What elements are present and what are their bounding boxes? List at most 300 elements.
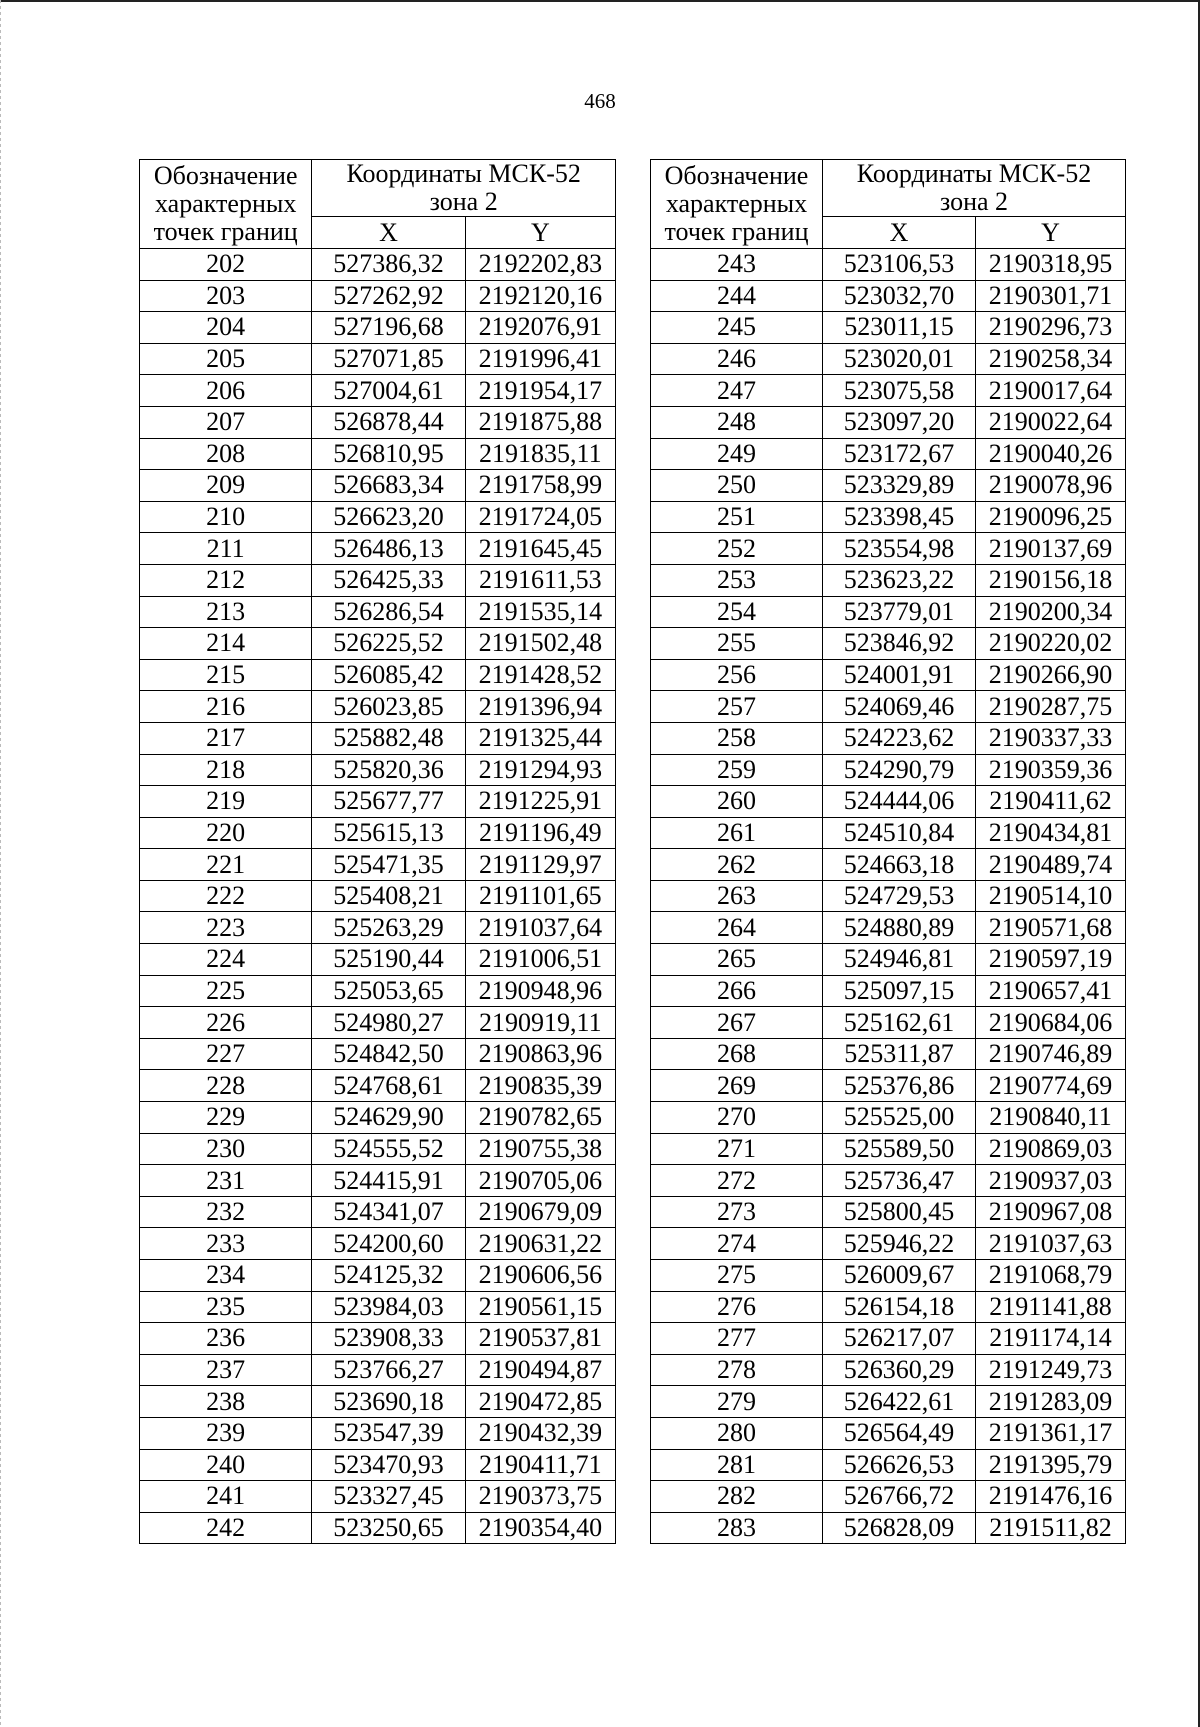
- y-coordinate-cell: 2191835,11: [465, 438, 615, 470]
- y-coordinate-cell: 2190561,15: [465, 1291, 615, 1323]
- point-id-cell: 270: [651, 1102, 823, 1134]
- table-row: [140, 375, 616, 407]
- point-id-cell: 277: [651, 1323, 823, 1355]
- point-id-cell: 267: [651, 1007, 823, 1039]
- point-id-cell: 269: [651, 1070, 823, 1102]
- point-id-cell: 243: [651, 249, 823, 281]
- x-coordinate-cell: 527071,85: [312, 343, 465, 375]
- point-id-cell: 219: [140, 786, 312, 818]
- x-coordinate-cell: 525053,65: [312, 975, 465, 1007]
- table-row: [140, 564, 616, 596]
- point-id-cell: 222: [140, 880, 312, 912]
- point-id-cell: 278: [651, 1354, 823, 1386]
- y-coordinate-cell: 2191361,17: [976, 1417, 1126, 1449]
- x-coordinate-cell: 524069,46: [823, 691, 976, 723]
- table-row: [140, 1196, 616, 1228]
- y-coordinate-cell: 2190266,90: [976, 659, 1126, 691]
- x-coordinate-cell: 527196,68: [312, 312, 465, 344]
- x-coordinate-cell: 525615,13: [312, 817, 465, 849]
- x-coordinate-cell: 526683,34: [312, 470, 465, 502]
- point-id-cell: 255: [651, 628, 823, 660]
- point-label-line-2: характерных: [155, 189, 297, 218]
- y-coordinate-cell: 2190571,68: [976, 912, 1126, 944]
- coords-label-line-2: зона 2: [939, 187, 1009, 216]
- point-id-cell: 252: [651, 533, 823, 565]
- coordinates-table-right: [650, 159, 1126, 1544]
- point-id-cell: 242: [140, 1512, 312, 1544]
- y-coordinate-cell: 2190869,03: [976, 1133, 1126, 1165]
- point-id-cell: 253: [651, 564, 823, 596]
- point-id-cell: 247: [651, 375, 823, 407]
- table-row: [651, 849, 1126, 881]
- y-coordinate-cell: 2191325,44: [465, 722, 615, 754]
- x-coordinate-cell: 524663,18: [823, 849, 976, 881]
- point-id-cell: 273: [651, 1196, 823, 1228]
- y-coordinate-cell: 2190200,34: [976, 596, 1126, 628]
- table-row: [140, 533, 616, 565]
- y-coordinate-cell: 2190948,96: [465, 975, 615, 1007]
- x-coordinate-cell: 524768,61: [312, 1070, 465, 1102]
- y-coordinate-cell: 2191611,53: [465, 564, 615, 596]
- point-id-cell: 207: [140, 406, 312, 438]
- x-coordinate-cell: 526810,95: [312, 438, 465, 470]
- x-coordinate-cell: 524341,07: [312, 1196, 465, 1228]
- y-coordinate-cell: 2190078,96: [976, 470, 1126, 502]
- coordinates-table-left: [139, 159, 616, 1544]
- table-row: [651, 406, 1126, 438]
- x-coordinate-cell: 525408,21: [312, 880, 465, 912]
- table-row: [140, 975, 616, 1007]
- table-row: [651, 596, 1126, 628]
- table-row: [651, 691, 1126, 723]
- point-id-cell: 249: [651, 438, 823, 470]
- x-coordinate-cell: 523554,98: [823, 533, 976, 565]
- x-coordinate-cell: 525882,48: [312, 722, 465, 754]
- point-id-cell: 275: [651, 1260, 823, 1292]
- y-coordinate-cell: 2191174,14: [976, 1323, 1126, 1355]
- y-coordinate-cell: 2190096,25: [976, 501, 1126, 533]
- point-id-cell: 217: [140, 722, 312, 754]
- table-row: [140, 1386, 616, 1418]
- y-coordinate-cell: 2190434,81: [976, 817, 1126, 849]
- table-row: [651, 659, 1126, 691]
- point-id-cell: 265: [651, 944, 823, 976]
- y-coordinate-cell: 2191535,14: [465, 596, 615, 628]
- table-row: [651, 1512, 1126, 1544]
- point-id-cell: 206: [140, 375, 312, 407]
- table-row: [651, 1038, 1126, 1070]
- y-coordinate-cell: 2190514,10: [976, 880, 1126, 912]
- point-label-line-3: точек границ: [153, 217, 298, 246]
- x-coordinate-cell: 523172,67: [823, 438, 976, 470]
- table-row: [140, 1260, 616, 1292]
- y-coordinate-cell: 2190774,69: [976, 1070, 1126, 1102]
- y-coordinate-cell: 2190432,39: [465, 1417, 615, 1449]
- y-coordinate-cell: 2191141,88: [976, 1291, 1126, 1323]
- y-coordinate-cell: 2191225,91: [465, 786, 615, 818]
- y-coordinate-cell: 2190679,09: [465, 1196, 615, 1228]
- table-row: [140, 1449, 616, 1481]
- x-coordinate-cell: 525263,29: [312, 912, 465, 944]
- y-coordinate-cell: 2191129,97: [465, 849, 615, 881]
- point-id-cell: 233: [140, 1228, 312, 1260]
- y-coordinate-cell: 2190301,71: [976, 280, 1126, 312]
- x-coordinate-cell: 525525,00: [823, 1102, 976, 1134]
- y-coordinate-cell: 2190684,06: [976, 1007, 1126, 1039]
- x-coordinate-cell: 523470,93: [312, 1449, 465, 1481]
- x-coordinate-cell: 523846,92: [823, 628, 976, 660]
- x-coordinate-cell: 526085,42: [312, 659, 465, 691]
- point-id-cell: 250: [651, 470, 823, 502]
- point-id-cell: 224: [140, 944, 312, 976]
- point-id-cell: 274: [651, 1228, 823, 1260]
- y-coordinate-cell: 2190156,18: [976, 564, 1126, 596]
- point-id-cell: 263: [651, 880, 823, 912]
- point-id-cell: 218: [140, 754, 312, 786]
- point-id-cell: 248: [651, 406, 823, 438]
- y-coordinate-cell: 2191006,51: [465, 944, 615, 976]
- y-coordinate-cell: 2190631,22: [465, 1228, 615, 1260]
- table-body-right: [651, 249, 1126, 1544]
- y-coordinate-cell: 2191396,94: [465, 691, 615, 723]
- coords-label-line-1: Координаты МСК-52: [856, 159, 1092, 188]
- table-row: [651, 1260, 1126, 1292]
- table-row: [651, 817, 1126, 849]
- y-coordinate-cell: 2190705,06: [465, 1165, 615, 1197]
- x-coordinate-cell: 523766,27: [312, 1354, 465, 1386]
- table-row: [651, 944, 1126, 976]
- y-coordinate-cell: 2190411,62: [976, 786, 1126, 818]
- point-id-cell: 210: [140, 501, 312, 533]
- point-label-line-1: Обозначение: [153, 161, 298, 190]
- y-coordinate-cell: 2190657,41: [976, 975, 1126, 1007]
- x-coordinate-cell: 523097,20: [823, 406, 976, 438]
- table-row: [651, 470, 1126, 502]
- y-coordinate-cell: 2190967,08: [976, 1196, 1126, 1228]
- table-row: [651, 564, 1126, 596]
- y-coordinate-cell: 2190835,39: [465, 1070, 615, 1102]
- point-id-cell: 235: [140, 1291, 312, 1323]
- point-id-cell: 221: [140, 849, 312, 881]
- y-coordinate-cell: 2192076,91: [465, 312, 615, 344]
- point-id-cell: 256: [651, 659, 823, 691]
- point-id-cell: 254: [651, 596, 823, 628]
- x-coordinate-cell: 525589,50: [823, 1133, 976, 1165]
- table-row: [140, 1228, 616, 1260]
- point-id-cell: 213: [140, 596, 312, 628]
- point-id-cell: 212: [140, 564, 312, 596]
- scan-border-top: [0, 0, 1200, 2]
- x-coordinate-cell: 526225,52: [312, 628, 465, 660]
- table-row: [140, 1007, 616, 1039]
- x-coordinate-cell: 523690,18: [312, 1386, 465, 1418]
- x-coordinate-cell: 524290,79: [823, 754, 976, 786]
- table-row: [140, 501, 616, 533]
- x-coordinate-cell: 524629,90: [312, 1102, 465, 1134]
- y-coordinate-cell: 2191645,45: [465, 533, 615, 565]
- point-id-cell: 220: [140, 817, 312, 849]
- point-id-cell: 225: [140, 975, 312, 1007]
- x-coordinate-cell: 526425,33: [312, 564, 465, 596]
- x-coordinate-cell: 526286,54: [312, 596, 465, 628]
- point-id-cell: 259: [651, 754, 823, 786]
- table-row: [140, 1038, 616, 1070]
- y-coordinate-cell: 2191196,49: [465, 817, 615, 849]
- point-id-cell: 234: [140, 1260, 312, 1292]
- x-coordinate-cell: 525097,15: [823, 975, 976, 1007]
- table-row: [140, 849, 616, 881]
- point-designation-header: [140, 160, 312, 249]
- y-coordinate-cell: 2190937,03: [976, 1165, 1126, 1197]
- y-coordinate-cell: 2190919,11: [465, 1007, 615, 1039]
- point-id-cell: 216: [140, 691, 312, 723]
- table-row: [651, 1417, 1126, 1449]
- x-column-header: X: [312, 217, 465, 249]
- table-row: [651, 975, 1126, 1007]
- y-coordinate-cell: 2191101,65: [465, 880, 615, 912]
- x-coordinate-cell: 524444,06: [823, 786, 976, 818]
- table-row: [651, 343, 1126, 375]
- y-column-header: Y: [976, 217, 1126, 249]
- y-coordinate-cell: 2191502,48: [465, 628, 615, 660]
- x-column-header: X: [823, 217, 976, 249]
- table-row: [140, 1165, 616, 1197]
- x-coordinate-cell: 526878,44: [312, 406, 465, 438]
- table-row: [140, 817, 616, 849]
- x-coordinate-cell: 526217,07: [823, 1323, 976, 1355]
- x-coordinate-cell: 524842,50: [312, 1038, 465, 1070]
- table-row: [140, 1070, 616, 1102]
- y-coordinate-cell: 2190782,65: [465, 1102, 615, 1134]
- point-id-cell: 236: [140, 1323, 312, 1355]
- point-id-cell: 272: [651, 1165, 823, 1197]
- point-label-line-1: Обозначение: [664, 161, 809, 190]
- y-coordinate-cell: 2190472,85: [465, 1386, 615, 1418]
- y-coordinate-cell: 2190746,89: [976, 1038, 1126, 1070]
- point-id-cell: 261: [651, 817, 823, 849]
- table-row: [651, 1386, 1126, 1418]
- x-coordinate-cell: 525946,22: [823, 1228, 976, 1260]
- coordinates-header: [312, 160, 616, 217]
- y-coordinate-cell: 2190411,71: [465, 1449, 615, 1481]
- table-row: [651, 880, 1126, 912]
- point-id-cell: 251: [651, 501, 823, 533]
- table-row: [140, 1102, 616, 1134]
- table-row: [651, 312, 1126, 344]
- x-coordinate-cell: 523011,15: [823, 312, 976, 344]
- x-coordinate-cell: 526623,20: [312, 501, 465, 533]
- x-coordinate-cell: 523984,03: [312, 1291, 465, 1323]
- table-row: [651, 1291, 1126, 1323]
- coords-label-line-2: зона 2: [429, 187, 498, 216]
- table-row: [651, 1102, 1126, 1134]
- y-coordinate-cell: 2190373,75: [465, 1481, 615, 1513]
- y-coordinate-cell: 2190840,11: [976, 1102, 1126, 1134]
- table-row: [140, 1417, 616, 1449]
- point-id-cell: 279: [651, 1386, 823, 1418]
- y-coordinate-cell: 2191037,64: [465, 912, 615, 944]
- point-id-cell: 239: [140, 1417, 312, 1449]
- x-coordinate-cell: 526626,53: [823, 1449, 976, 1481]
- point-id-cell: 244: [651, 280, 823, 312]
- point-id-cell: 264: [651, 912, 823, 944]
- table-row: [651, 1323, 1126, 1355]
- table-row: [140, 944, 616, 976]
- y-coordinate-cell: 2191758,99: [465, 470, 615, 502]
- y-coordinate-cell: 2192120,16: [465, 280, 615, 312]
- table-row: [140, 722, 616, 754]
- y-coordinate-cell: 2190296,73: [976, 312, 1126, 344]
- x-coordinate-cell: 525800,45: [823, 1196, 976, 1228]
- x-coordinate-cell: 524555,52: [312, 1133, 465, 1165]
- point-id-cell: 208: [140, 438, 312, 470]
- table-row: [140, 1481, 616, 1513]
- point-label-line-3: точек границ: [664, 217, 809, 246]
- x-coordinate-cell: 523075,58: [823, 375, 976, 407]
- table-row: [651, 1070, 1126, 1102]
- table-row: [651, 1133, 1126, 1165]
- y-coordinate-cell: 2190337,33: [976, 722, 1126, 754]
- table-row: [140, 1291, 616, 1323]
- x-coordinate-cell: 525311,87: [823, 1038, 976, 1070]
- point-id-cell: 223: [140, 912, 312, 944]
- point-id-cell: 258: [651, 722, 823, 754]
- x-coordinate-cell: 526023,85: [312, 691, 465, 723]
- point-id-cell: 283: [651, 1512, 823, 1544]
- table-row: [140, 628, 616, 660]
- point-id-cell: 257: [651, 691, 823, 723]
- point-id-cell: 268: [651, 1038, 823, 1070]
- table-row: [140, 1512, 616, 1544]
- y-coordinate-cell: 2191428,52: [465, 659, 615, 691]
- x-coordinate-cell: 523327,45: [312, 1481, 465, 1513]
- x-coordinate-cell: 527386,32: [312, 249, 465, 281]
- y-coordinate-cell: 2191724,05: [465, 501, 615, 533]
- x-coordinate-cell: 524946,81: [823, 944, 976, 976]
- table-row: [140, 691, 616, 723]
- table-row: [140, 659, 616, 691]
- x-coordinate-cell: 526422,61: [823, 1386, 976, 1418]
- y-coordinate-cell: 2190359,36: [976, 754, 1126, 786]
- point-id-cell: 282: [651, 1481, 823, 1513]
- table-row: [140, 1133, 616, 1165]
- x-coordinate-cell: 523106,53: [823, 249, 976, 281]
- x-coordinate-cell: 524880,89: [823, 912, 976, 944]
- y-coordinate-cell: 2191954,17: [465, 375, 615, 407]
- x-coordinate-cell: 526828,09: [823, 1512, 976, 1544]
- point-id-cell: 245: [651, 312, 823, 344]
- x-coordinate-cell: 526360,29: [823, 1354, 976, 1386]
- y-coordinate-cell: 2191294,93: [465, 754, 615, 786]
- y-coordinate-cell: 2190354,40: [465, 1512, 615, 1544]
- y-coordinate-cell: 2190863,96: [465, 1038, 615, 1070]
- table-row: [651, 754, 1126, 786]
- scan-border-left: [0, 0, 1, 1727]
- table-row: [651, 1007, 1126, 1039]
- table-row: [651, 628, 1126, 660]
- point-id-cell: 241: [140, 1481, 312, 1513]
- x-coordinate-cell: 525677,77: [312, 786, 465, 818]
- x-coordinate-cell: 523329,89: [823, 470, 976, 502]
- x-coordinate-cell: 523032,70: [823, 280, 976, 312]
- point-id-cell: 226: [140, 1007, 312, 1039]
- x-coordinate-cell: 523547,39: [312, 1417, 465, 1449]
- table-row: [140, 1323, 616, 1355]
- point-id-cell: 262: [651, 849, 823, 881]
- point-label-line-2: характерных: [665, 189, 808, 218]
- x-coordinate-cell: 526009,67: [823, 1260, 976, 1292]
- point-id-cell: 205: [140, 343, 312, 375]
- table-row: [651, 249, 1126, 281]
- y-coordinate-cell: 2191511,82: [976, 1512, 1126, 1544]
- point-id-cell: 227: [140, 1038, 312, 1070]
- point-id-cell: 266: [651, 975, 823, 1007]
- table-row: [140, 312, 616, 344]
- point-id-cell: 271: [651, 1133, 823, 1165]
- y-coordinate-cell: 2191476,16: [976, 1481, 1126, 1513]
- point-id-cell: 232: [140, 1196, 312, 1228]
- y-coordinate-cell: 2190258,34: [976, 343, 1126, 375]
- point-id-cell: 240: [140, 1449, 312, 1481]
- point-designation-header: [651, 160, 823, 249]
- x-coordinate-cell: 523398,45: [823, 501, 976, 533]
- point-id-cell: 260: [651, 786, 823, 818]
- x-coordinate-cell: 524125,32: [312, 1260, 465, 1292]
- table-row: [651, 1196, 1126, 1228]
- table-row: [140, 470, 616, 502]
- x-coordinate-cell: 524510,84: [823, 817, 976, 849]
- point-id-cell: 215: [140, 659, 312, 691]
- table-row: [651, 722, 1126, 754]
- point-id-cell: 211: [140, 533, 312, 565]
- y-coordinate-cell: 2190606,56: [465, 1260, 615, 1292]
- x-coordinate-cell: 523250,65: [312, 1512, 465, 1544]
- table-row: [140, 249, 616, 281]
- x-coordinate-cell: 525820,36: [312, 754, 465, 786]
- y-coordinate-cell: 2190220,02: [976, 628, 1126, 660]
- x-coordinate-cell: 523020,01: [823, 343, 976, 375]
- x-coordinate-cell: 524729,53: [823, 880, 976, 912]
- y-coordinate-cell: 2190494,87: [465, 1354, 615, 1386]
- y-coordinate-cell: 2191875,88: [465, 406, 615, 438]
- table-row: [140, 786, 616, 818]
- y-coordinate-cell: 2190318,95: [976, 249, 1126, 281]
- y-coordinate-cell: 2191249,73: [976, 1354, 1126, 1386]
- table-row: [651, 280, 1126, 312]
- point-id-cell: 228: [140, 1070, 312, 1102]
- y-coordinate-cell: 2190040,26: [976, 438, 1126, 470]
- y-coordinate-cell: 2190597,19: [976, 944, 1126, 976]
- point-id-cell: 276: [651, 1291, 823, 1323]
- y-coordinate-cell: 2190017,64: [976, 375, 1126, 407]
- point-id-cell: 204: [140, 312, 312, 344]
- table-row: [140, 438, 616, 470]
- y-coordinate-cell: 2190537,81: [465, 1323, 615, 1355]
- y-coordinate-cell: 2192202,83: [465, 249, 615, 281]
- table-row: [651, 786, 1126, 818]
- table-row: [140, 754, 616, 786]
- point-id-cell: 238: [140, 1386, 312, 1418]
- table-row: [140, 1354, 616, 1386]
- point-id-cell: 230: [140, 1133, 312, 1165]
- table-row: [140, 596, 616, 628]
- point-id-cell: 281: [651, 1449, 823, 1481]
- x-coordinate-cell: 524200,60: [312, 1228, 465, 1260]
- x-coordinate-cell: 524415,91: [312, 1165, 465, 1197]
- point-id-cell: 203: [140, 280, 312, 312]
- x-coordinate-cell: 527262,92: [312, 280, 465, 312]
- x-coordinate-cell: 524001,91: [823, 659, 976, 691]
